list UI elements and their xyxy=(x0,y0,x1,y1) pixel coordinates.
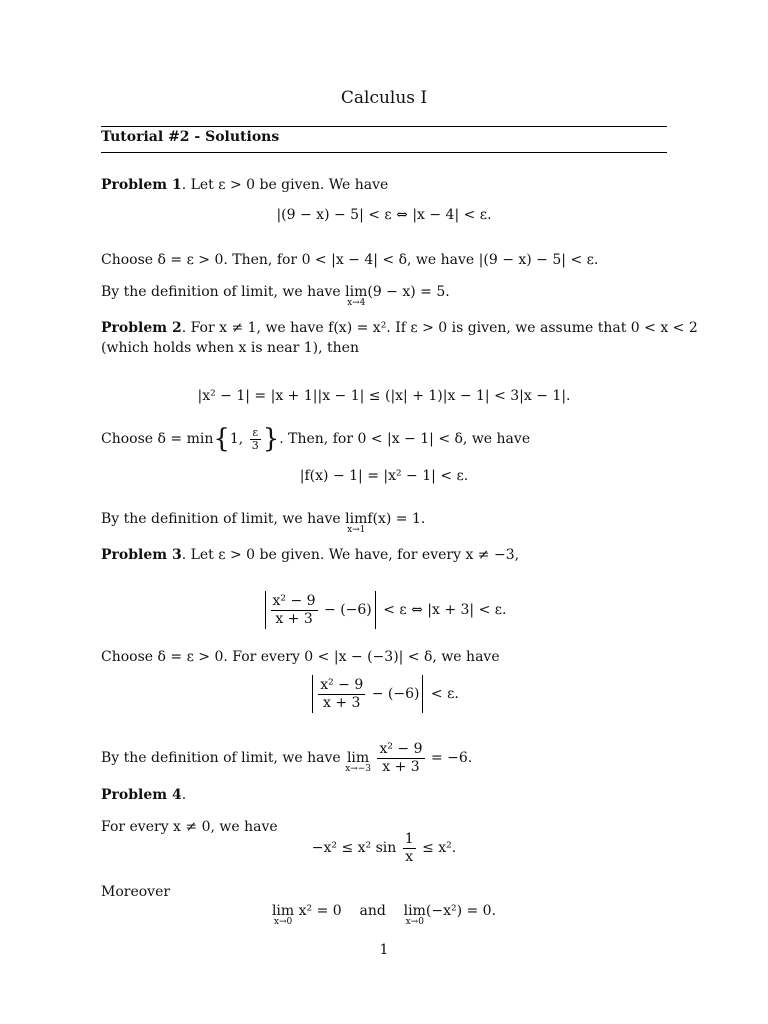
problem-4-moreover: Moreover xyxy=(101,884,171,900)
problem-2-label: Problem 2 xyxy=(101,320,182,336)
problem-4-limits: lim x→0 x² = 0 and lim x→0 (−x²) = 0. xyxy=(271,903,497,927)
problem-3-equation: $\frac{\text{x² − 9}}{x + 3}$ − (−6) < ε ⇔ |x + 3| < ε. xyxy=(0,590,768,630)
problem-1-equation: |(9 − x) − 5| < ε ⇔ |x − 4| < ε. xyxy=(276,207,492,223)
bottom-rule xyxy=(101,152,667,153)
page-number: 1 xyxy=(379,942,389,958)
epsilon-over-3: $\frac{\varepsilon}{3}$ xyxy=(251,425,259,452)
problem-3-intro: Problem 3. Let ε > 0 be given. We have, for every x ≠ −3, xyxy=(101,547,520,563)
problem-4-intro: For every x ≠ 0, we have xyxy=(101,819,278,835)
problem-4-inequality: −x² ≤ x² sin $\frac{1}{x}$ ≤ x². xyxy=(311,830,457,865)
problem-4-heading: Problem 4. xyxy=(101,787,187,803)
problem-2-choose: Choose δ = min{1, $\frac{\varepsilon}{3}$ }. Then, for 0 < |x − 1| < δ, we have xyxy=(101,424,531,454)
problem-3-conclusion: By the definition of limit, we have lim x→−3 $\frac{\text{x² − 9}}{x + 3}$ = −6. xyxy=(101,740,473,775)
tutorial-heading: Tutorial #2 - Solutions xyxy=(101,129,280,145)
document-title: Calculus I xyxy=(340,88,428,108)
problem-4-label: Problem 4 xyxy=(101,787,182,803)
problem-2-conclusion: By the definition of limit, we have lim x→1 f(x) = 1. xyxy=(101,511,426,535)
fraction: $\frac{\text{x² − 9}}{x + 3}$ xyxy=(272,592,316,627)
problem-3-choose: Choose δ = ε > 0. For every 0 < |x − (−3)| < δ, we have xyxy=(101,649,500,665)
top-rule xyxy=(101,126,667,127)
problem-1-choose: Choose δ = ε > 0. Then, for 0 < |x − 4| < δ, we have |(9 − x) − 5| < ε. xyxy=(101,252,599,268)
problem-2-equation: |x² − 1| = |x + 1||x − 1| ≤ (|x| + 1)|x − 1| < 3|x − 1|. xyxy=(197,388,571,404)
problem-3-label: Problem 3 xyxy=(101,547,182,563)
limit-operator: lim x→4 xyxy=(345,284,368,308)
problem-3-equation-2: $\frac{\text{x² − 9}}{x + 3}$ − (−6) < ε. xyxy=(0,674,768,714)
problem-2-equation-2: |f(x) − 1| = |x² − 1| < ε. xyxy=(299,468,469,484)
problem-2-intro-cont: (which holds when x is near 1), then xyxy=(101,340,359,356)
problem-1-conclusion: By the definition of limit, we have lim x→4 (9 − x) = 5. xyxy=(101,284,450,308)
problem-1-intro: Problem 1. Let ε > 0 be given. We have xyxy=(101,177,389,193)
problem-2-intro: Problem 2. For x ≠ 1, we have f(x) = x². If ε > 0 is given, we assume that 0 < x < 2 xyxy=(101,320,698,336)
problem-1-label: Problem 1 xyxy=(101,177,182,193)
